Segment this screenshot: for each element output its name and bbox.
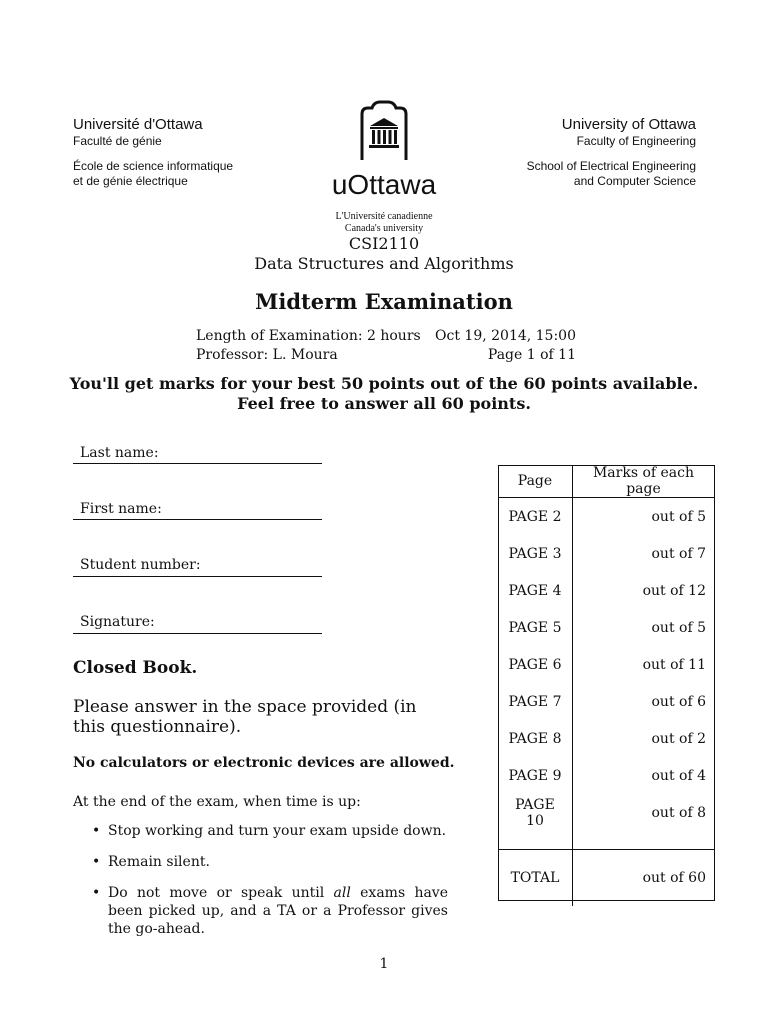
column-header-marks: Marks of each page [573, 465, 715, 498]
rule-remain-silent: Remain silent. [108, 854, 210, 870]
table-spacer-row [498, 831, 714, 850]
list-item [92, 822, 448, 840]
rule-do-not-move-pre: Do not move or speak until [108, 885, 334, 901]
table-row [498, 757, 714, 794]
exam-page-count: Page 1 of 11 [487, 347, 576, 363]
table-row [498, 572, 714, 609]
closed-book-heading: Closed Book. [73, 658, 198, 678]
header-english [456, 116, 696, 189]
answer-space-instruction: Please answer in the space provided (in this questionnaire). [73, 697, 417, 737]
course-code: CSI2110 [348, 234, 420, 253]
signature-field[interactable] [73, 633, 322, 634]
bullet-icon: • [92, 823, 101, 839]
course-name: Data Structures and Algorithms [254, 254, 514, 273]
page-cell: PAGE 3 [498, 535, 573, 572]
marks-cell: out of 6 [651, 693, 706, 710]
table-row [498, 794, 714, 831]
student-number-label: Student number: [80, 557, 201, 573]
school-name-en-line1: School of Electrical Engineering [526, 159, 696, 173]
university-name-en: University of Ottawa [561, 116, 696, 133]
list-item [92, 884, 448, 938]
column-header-page: Page [498, 465, 573, 498]
list-item [92, 853, 448, 871]
page-cell: PAGE 4 [498, 572, 573, 609]
student-number-field[interactable] [73, 576, 322, 577]
page-cell: PAGE 9 [498, 757, 573, 794]
exam-professor: Professor: L. Moura [196, 347, 338, 363]
bullet-icon: • [92, 885, 101, 901]
marks-cell: out of 4 [651, 767, 706, 784]
last-name-field[interactable] [73, 463, 322, 464]
end-of-exam-intro: At the end of the exam, when time is up: [73, 794, 361, 810]
school-name-en-line2: and Computer Science [573, 174, 696, 188]
university-name-fr: Université d'Ottawa [73, 116, 203, 133]
uottawa-wordmark: uOttawa [331, 169, 437, 200]
tagline-english: Canada's university [344, 223, 424, 234]
table-row [498, 720, 714, 757]
faculty-name-fr: Faculté de génie [73, 134, 162, 148]
bullet-icon: • [92, 854, 101, 870]
page-number: 1 [379, 956, 389, 972]
signature-label: Signature: [80, 614, 155, 630]
exam-title: Midterm Examination [255, 289, 513, 314]
marks-notice-line2: Feel free to answer all 60 points. [237, 394, 531, 413]
marks-cell: out of 5 [651, 619, 706, 636]
end-of-exam-rules [92, 822, 448, 951]
table-total-row [498, 850, 714, 907]
page-cell: PAGE 2 [498, 498, 573, 536]
page-cell: PAGE 7 [498, 683, 573, 720]
rule-do-not-move-emphasis: all [333, 885, 351, 901]
exam-date: Oct 19, 2014, 15:00 [435, 328, 576, 344]
last-name-label: Last name: [80, 445, 159, 461]
faculty-name-en: Faculty of Engineering [576, 134, 696, 148]
no-calculators-rule: No calculators or electronic devices are allowed. [73, 755, 455, 771]
page-cell: PAGE 10 [498, 794, 573, 831]
total-marks-cell: out of 60 [573, 850, 715, 907]
table-row [498, 646, 714, 683]
table-row [498, 683, 714, 720]
marks-cell: out of 11 [642, 656, 706, 673]
page-cell: PAGE 8 [498, 720, 573, 757]
school-name-fr-line2: et de génie électrique [73, 174, 188, 188]
university-crest-icon [356, 98, 412, 162]
school-name-fr-line1: École de science informatique [73, 159, 234, 173]
table-row [498, 609, 714, 646]
marks-table-header [498, 465, 714, 498]
marks-table [498, 465, 714, 906]
rule-stop-working: Stop working and turn your exam upside down. [108, 823, 447, 839]
tagline-french: L'Université canadienne [335, 211, 433, 222]
exam-length: Length of Examination: 2 hours [196, 328, 421, 344]
header-french [73, 116, 293, 189]
marks-notice-line1: You'll get marks for your best 50 points out of the 60 points available. [69, 374, 699, 393]
marks-cell: out of 8 [651, 804, 706, 821]
total-label-cell: TOTAL [498, 850, 573, 907]
marks-cell: out of 12 [642, 582, 706, 599]
rule-do-not-move-post: exams have been picked up, and a TA or a Professor gives the go-ahead. [108, 885, 448, 937]
page-cell: PAGE 6 [498, 646, 573, 683]
first-name-label: First name: [80, 501, 162, 517]
table-row [498, 535, 714, 572]
marks-cell: out of 2 [651, 730, 706, 747]
page-cell: PAGE 5 [498, 609, 573, 646]
first-name-field[interactable] [73, 519, 322, 520]
table-row [498, 498, 714, 536]
marks-cell: out of 7 [651, 545, 706, 562]
marks-cell: out of 5 [651, 508, 706, 525]
